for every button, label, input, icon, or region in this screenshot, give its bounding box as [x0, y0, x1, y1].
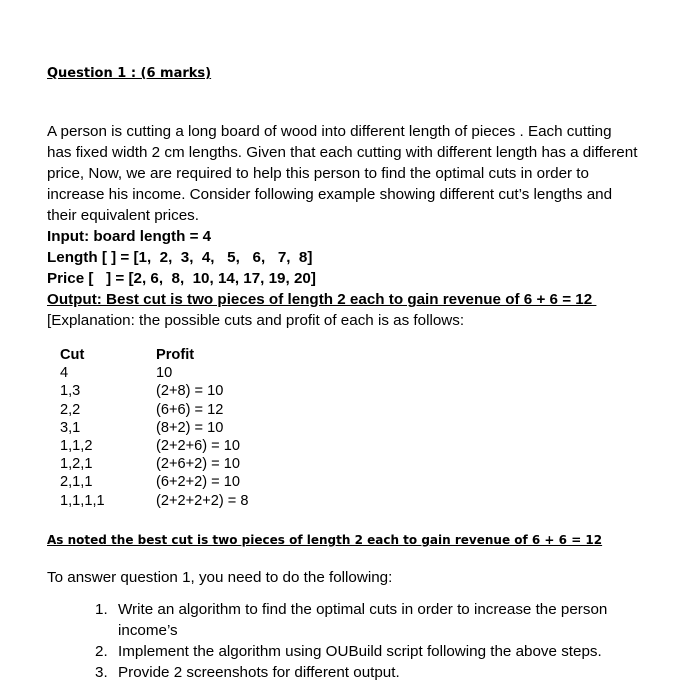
list-item [95, 599, 607, 641]
table-row-profit: (2+8) = 10 [156, 383, 224, 400]
profit-column [156, 346, 249, 510]
list-item [95, 662, 607, 683]
profit-header: Profit [156, 347, 195, 363]
table-row-cut: 1,1,2 [60, 437, 93, 454]
length-array-line: Length [ ] = [1, 2, 3, 4, 5, 6, 7, 8] [47, 249, 313, 266]
table-row-cut: 3,1 [60, 419, 81, 436]
cut-header: Cut [60, 347, 85, 363]
step-number: 3. [95, 664, 108, 681]
step-text: Write an algorithm to find the optimal cuts in order to increase the person [118, 601, 608, 618]
table-row-profit: (6+6) = 12 [156, 401, 224, 418]
table-row-cut: 1,2,1 [60, 456, 93, 473]
paragraph-line: price, Now, we are required to help this person to find the optimal cuts in order to [47, 165, 589, 182]
table-row-profit: (2+2+2+2) = 8 [156, 492, 249, 509]
output-line: Output: Best cut is two pieces of length 2 each to gain revenue of 6 + 6 = 12 [47, 291, 597, 308]
step-number: 1. [95, 601, 108, 618]
table-row-profit: (8+2) = 10 [156, 419, 224, 436]
cut-column [60, 346, 105, 510]
paragraph-line: increase his income. Consider following example showing different cut’s lengths and [47, 186, 613, 203]
table-row-cut: 2,1,1 [60, 474, 93, 491]
step-number: 2. [95, 643, 108, 660]
input-line: Input: board length = 4 [47, 228, 212, 245]
list-item [95, 641, 607, 662]
step-text: Provide 2 screenshots for different output. [118, 664, 400, 681]
table-row-profit: (6+2+2) = 10 [156, 474, 240, 491]
table-row-cut: 1,1,1,1 [60, 492, 105, 509]
table-row-cut: 2,2 [60, 401, 81, 418]
table-row-profit: (2+2+6) = 10 [156, 437, 240, 454]
instructions-intro: To answer question 1, you need to do the following: [47, 569, 393, 586]
paragraph-line: has fixed width 2 cm lengths. Given that each cutting with different length has a different [47, 144, 638, 161]
question-heading: Question 1 : (6 marks) [47, 66, 212, 81]
table-row-cut: 4 [60, 365, 69, 382]
table-row-profit: (2+6+2) = 10 [156, 456, 240, 473]
problem-paragraph [47, 121, 637, 226]
price-array-line: Price [ ] = [2, 6, 8, 10, 14, 17, 19, 20] [47, 270, 316, 287]
step-text: income’s [118, 622, 178, 639]
instructions-list [95, 599, 607, 683]
table-row-cut: 1,3 [60, 383, 81, 400]
table-row-profit: 10 [156, 365, 173, 382]
paragraph-line: A person is cutting a long board of wood into different length of pieces . Each cutting [47, 123, 612, 140]
paragraph-line: their equivalent prices. [47, 207, 199, 224]
explanation-line: [Explanation: the possible cuts and profit of each is as follows: [47, 312, 465, 329]
step-text: Implement the algorithm using OUBuild script following the above steps. [118, 643, 602, 660]
best-cut-note: As noted the best cut is two pieces of length 2 each to gain revenue of 6 + 6 = 12 [47, 533, 603, 547]
